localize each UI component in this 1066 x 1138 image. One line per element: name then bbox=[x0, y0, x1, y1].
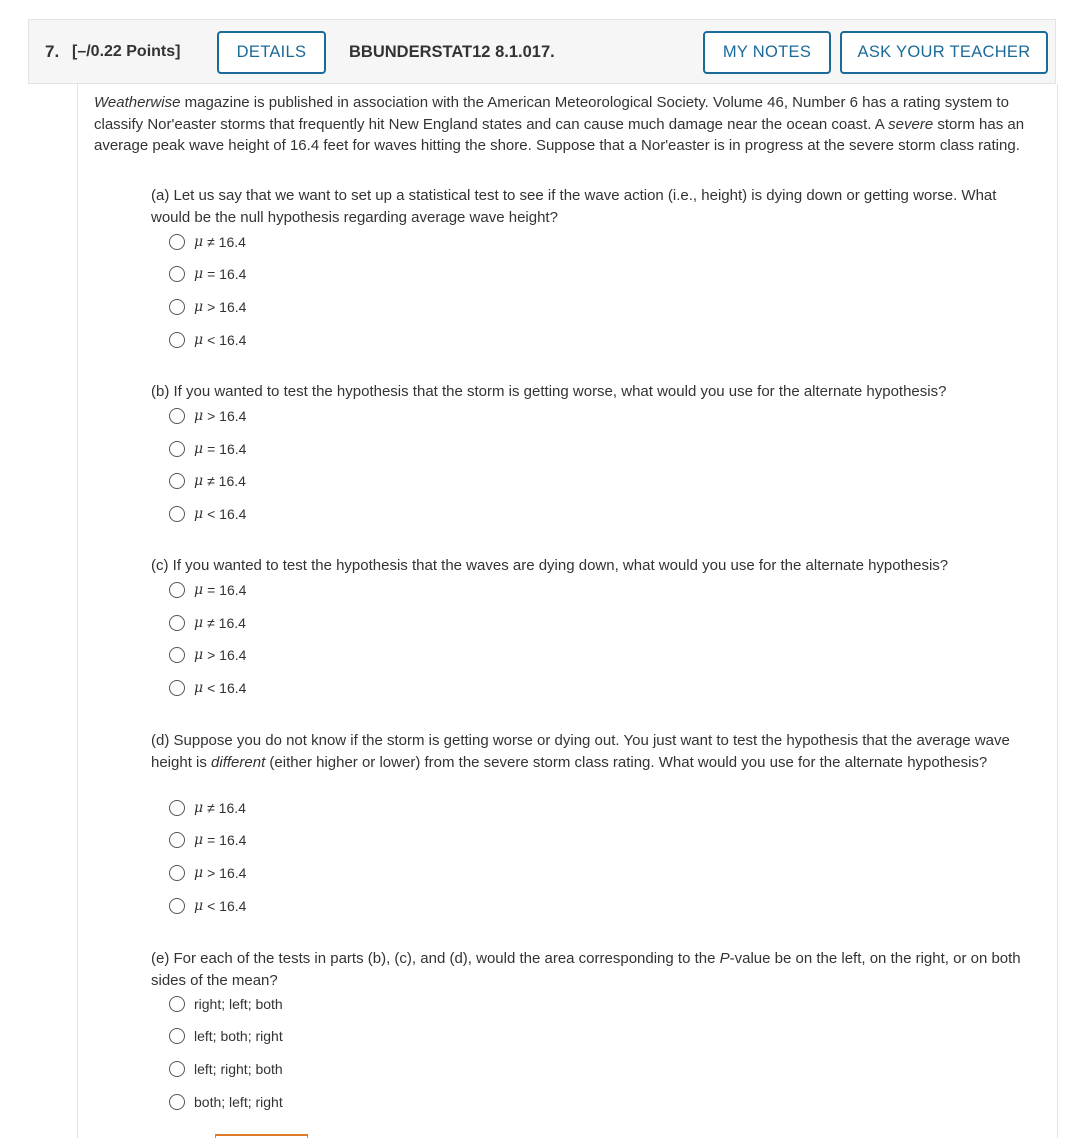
option-label: > 16.4 bbox=[207, 408, 247, 424]
option-label: > 16.4 bbox=[207, 865, 247, 881]
part-d-option[interactable] bbox=[169, 829, 246, 851]
radio-button[interactable] bbox=[169, 506, 185, 522]
mu-symbol: μ bbox=[194, 234, 204, 250]
radio-button[interactable] bbox=[169, 800, 185, 816]
mu-symbol: μ bbox=[194, 898, 204, 914]
part-d-prompt bbox=[151, 730, 1031, 773]
part-e-prompt bbox=[151, 948, 1031, 991]
partial-button-edge[interactable] bbox=[215, 1134, 308, 1138]
option-label: > 16.4 bbox=[207, 647, 247, 663]
radio-button[interactable] bbox=[169, 680, 185, 696]
part-e-prompt-2: -value be on the left, on the right, or on both sides of the mean? bbox=[151, 950, 1021, 989]
part-a-option[interactable] bbox=[169, 263, 246, 285]
part-c-option[interactable] bbox=[169, 612, 246, 634]
mu-symbol: μ bbox=[194, 582, 204, 598]
option-label: < 16.4 bbox=[207, 898, 247, 914]
part-c-option[interactable] bbox=[169, 644, 246, 666]
option-label: left; right; both bbox=[194, 1061, 283, 1077]
part-c-prompt: (c) If you wanted to test the hypothesis that the waves are dying down, what would you use for the alternate hypothesis? bbox=[151, 557, 949, 574]
mu-symbol: μ bbox=[194, 441, 204, 457]
part-b-option[interactable] bbox=[169, 405, 246, 427]
part-e-prompt-1: (e) For each of the tests in parts (b), (c), and (d), would the area corresponding to the bbox=[151, 950, 720, 967]
part-d-option[interactable] bbox=[169, 797, 246, 819]
part-c-option[interactable] bbox=[169, 579, 246, 601]
radio-button[interactable] bbox=[169, 898, 185, 914]
mu-symbol: μ bbox=[194, 832, 204, 848]
option-label: ≠ 16.4 bbox=[207, 234, 246, 250]
radio-button[interactable] bbox=[169, 473, 185, 489]
radio-button[interactable] bbox=[169, 1094, 185, 1110]
option-label: = 16.4 bbox=[207, 582, 247, 598]
part-d-prompt-1: (d) Suppose you do not know if the storm is getting worse or dying out. You just want to test the hypothesis that the average wave height is bbox=[151, 732, 1010, 771]
part-b-option[interactable] bbox=[169, 503, 246, 525]
radio-button[interactable] bbox=[169, 582, 185, 598]
part-a-option[interactable] bbox=[169, 329, 246, 351]
question-intro bbox=[94, 92, 1044, 157]
radio-button[interactable] bbox=[169, 332, 185, 348]
my-notes-button[interactable]: MY NOTES bbox=[703, 31, 831, 74]
radio-button[interactable] bbox=[169, 996, 185, 1012]
details-button[interactable]: DETAILS bbox=[217, 31, 326, 74]
radio-button[interactable] bbox=[169, 647, 185, 663]
question-points: [–/0.22 Points] bbox=[72, 43, 181, 60]
option-label: = 16.4 bbox=[207, 266, 247, 282]
mu-symbol: μ bbox=[194, 800, 204, 816]
intro-text-1: magazine is published in association with the American Meteorological Society. Volume 46, Number 6 has a rating system to classify Nor'easter storms that frequently hit New England states and can cause much damage near the ocean coast. A bbox=[94, 94, 1009, 133]
radio-button[interactable] bbox=[169, 408, 185, 424]
radio-button[interactable] bbox=[169, 615, 185, 631]
radio-button[interactable] bbox=[169, 299, 185, 315]
part-a-prompt: (a) Let us say that we want to set up a statistical test to see if the wave action (i.e., height) is dying down or getting worse. What would be the null hypothesis regarding average wave height? bbox=[151, 187, 997, 226]
part-e-emphasis: P bbox=[719, 950, 730, 967]
option-label: right; left; both bbox=[194, 996, 283, 1012]
magazine-name: Weatherwise bbox=[94, 94, 181, 111]
mu-symbol: μ bbox=[194, 680, 204, 696]
part-a-option[interactable] bbox=[169, 296, 246, 318]
mu-symbol: μ bbox=[194, 647, 204, 663]
option-label: > 16.4 bbox=[207, 299, 247, 315]
question-code: BBUNDERSTAT12 8.1.017. bbox=[349, 43, 555, 61]
mu-symbol: μ bbox=[194, 473, 204, 489]
part-d-emphasis: different bbox=[211, 753, 266, 771]
mu-symbol: μ bbox=[194, 506, 204, 522]
part-b-prompt: (b) If you wanted to test the hypothesis that the storm is getting worse, what would you use for the alternate hypothesis? bbox=[151, 383, 947, 400]
option-label: ≠ 16.4 bbox=[207, 473, 246, 489]
option-label: < 16.4 bbox=[207, 680, 247, 696]
mu-symbol: μ bbox=[194, 299, 204, 315]
radio-button[interactable] bbox=[169, 832, 185, 848]
question-header bbox=[28, 19, 1056, 84]
part-d-option[interactable] bbox=[169, 895, 246, 917]
intro-severe: severe bbox=[888, 115, 934, 133]
part-d-option[interactable] bbox=[169, 862, 246, 884]
ask-teacher-button[interactable]: ASK YOUR TEACHER bbox=[840, 31, 1048, 74]
radio-button[interactable] bbox=[169, 234, 185, 250]
option-label: ≠ 16.4 bbox=[207, 615, 246, 631]
question-number: 7. bbox=[45, 42, 60, 61]
part-e-option[interactable] bbox=[169, 993, 283, 1015]
part-a-option[interactable] bbox=[169, 231, 246, 253]
radio-button[interactable] bbox=[169, 1061, 185, 1077]
mu-symbol: μ bbox=[194, 865, 204, 881]
intro-text-2: storm has an average peak wave height of 16.4 feet for waves hitting the shore. Suppose that a Nor'easter is in progress at the severe storm class rating. bbox=[94, 115, 1025, 154]
radio-button[interactable] bbox=[169, 266, 185, 282]
radio-button[interactable] bbox=[169, 441, 185, 457]
part-b-option[interactable] bbox=[169, 470, 246, 492]
part-d-prompt-2: (either higher or lower) from the severe storm class rating. What would you use for the alternate hypothesis? bbox=[265, 753, 988, 771]
option-label: left; both; right bbox=[194, 1028, 283, 1044]
mu-symbol: μ bbox=[194, 266, 204, 282]
option-label: = 16.4 bbox=[207, 832, 247, 848]
part-e-option[interactable] bbox=[169, 1025, 283, 1047]
radio-button[interactable] bbox=[169, 1028, 185, 1044]
part-c-option[interactable] bbox=[169, 677, 246, 699]
option-label: ≠ 16.4 bbox=[207, 800, 246, 816]
mu-symbol: μ bbox=[194, 332, 204, 348]
option-label: both; left; right bbox=[194, 1094, 283, 1110]
option-label: < 16.4 bbox=[207, 506, 247, 522]
part-e-option[interactable] bbox=[169, 1091, 283, 1113]
part-e-option[interactable] bbox=[169, 1058, 283, 1080]
option-label: = 16.4 bbox=[207, 441, 247, 457]
option-label: < 16.4 bbox=[207, 332, 247, 348]
mu-symbol: μ bbox=[194, 615, 204, 631]
radio-button[interactable] bbox=[169, 865, 185, 881]
mu-symbol: μ bbox=[194, 408, 204, 424]
part-b-option[interactable] bbox=[169, 438, 246, 460]
